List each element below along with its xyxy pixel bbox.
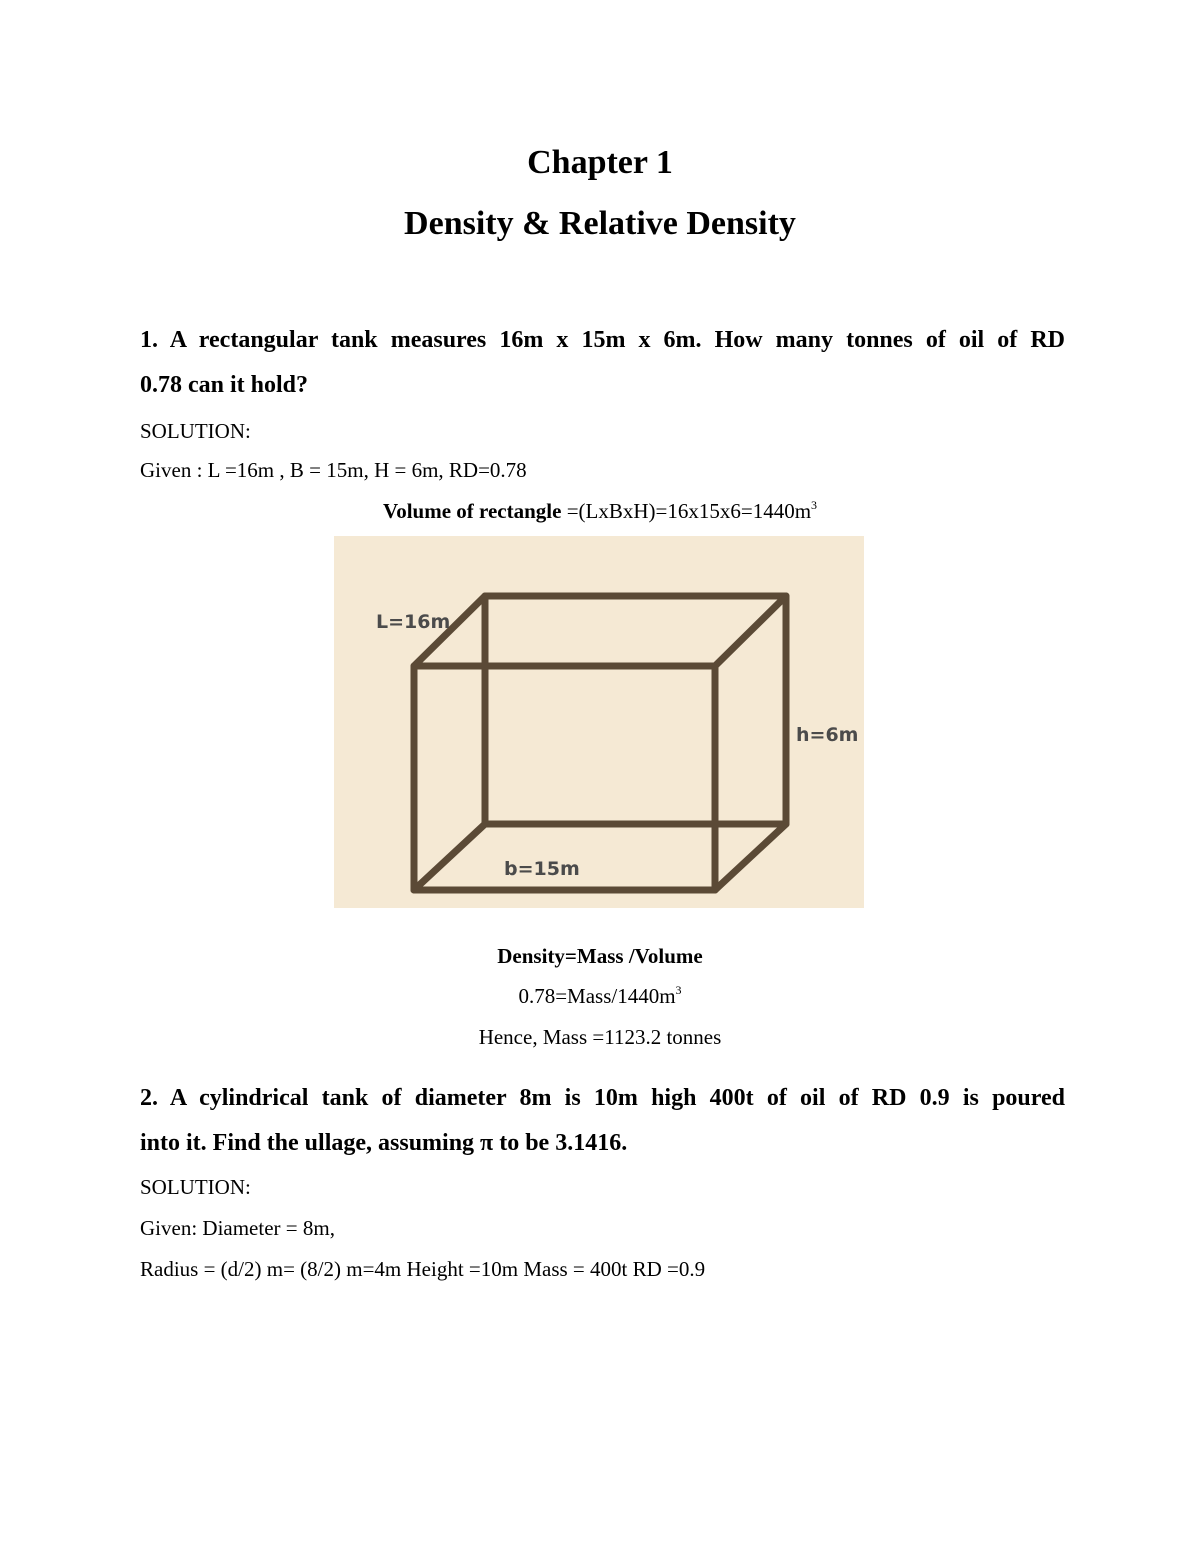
question-2-line-2: into it. Find the ullage, assuming π to be 3.1416. [140, 1130, 628, 1156]
density-formula-text: Density=Mass /Volume [497, 944, 703, 968]
chapter-heading: Chapter 1 [527, 144, 673, 181]
density-formula [0, 942, 1200, 970]
volume-label: Volume of rectangle [382, 499, 562, 523]
question-2-line-1: 2. A cylindrical tank of diameter 8m is 10m high 400t of oil of RD 0.9 is poured [140, 1085, 1065, 1111]
volume-equation [0, 497, 1200, 525]
question-2 [140, 1076, 1065, 1166]
chapter-title: Density & Relative Density [404, 205, 796, 242]
label-breadth: b=15m [504, 858, 580, 880]
volume-expression: =(LxBxH)=16x15x6=1440m [561, 499, 812, 523]
density-substitution-text: 0.78=Mass/1440m [518, 984, 676, 1008]
label-length: L=16m [376, 611, 451, 633]
rectangular-tank-figure [334, 536, 864, 908]
radius-line: Radius = (d/2) m= (8/2) m=4m Height =10m Mass = 400t RD =0.9 [140, 1257, 706, 1281]
volume-exponent: 3 [811, 498, 818, 512]
label-height: h=6m [796, 724, 859, 746]
question-1-line-2: 0.78 can it hold? [140, 372, 309, 398]
tank-diagram [334, 536, 864, 908]
density-substitution [0, 982, 1200, 1010]
mass-result: Hence, Mass =1123.2 tonnes [478, 1025, 722, 1049]
given-values-1: Given : L =16m , B = 15m, H = 6m, RD=0.78 [140, 458, 527, 482]
density-exponent: 3 [675, 983, 682, 997]
given-values-2: Given: Diameter = 8m, [140, 1216, 335, 1240]
solution-label-2: SOLUTION: [140, 1175, 251, 1199]
solution-label-1: SOLUTION: [140, 419, 251, 443]
question-1-line-1: 1. A rectangular tank measures 16m x 15m x 6m. How many tonnes of oil of RD [140, 327, 1065, 353]
question-1 [140, 318, 1065, 408]
